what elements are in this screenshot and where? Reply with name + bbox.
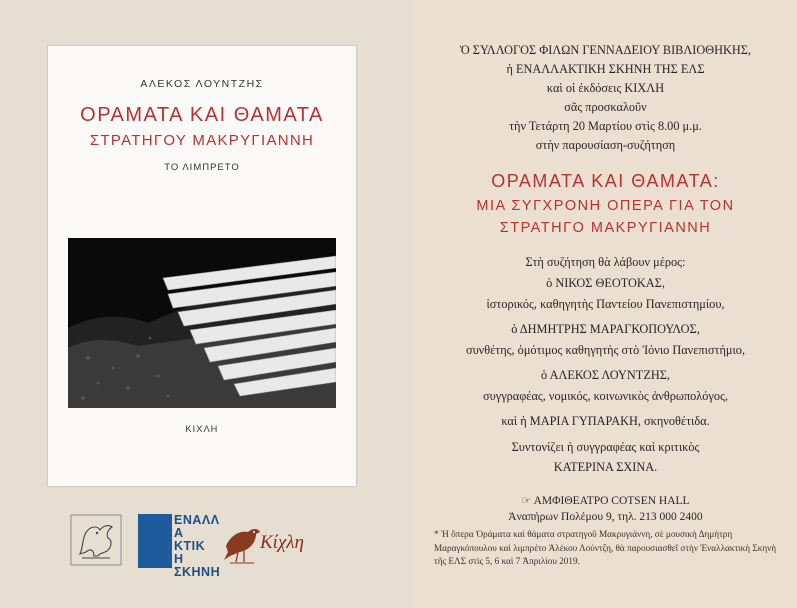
participant-role: συγγραφέας, νομικός, κοινωνικὸς ἀνθρωπολόγος, [483,389,728,403]
thrush-bird-icon [220,516,264,566]
participant-name: καὶ ἡ ΜΑΡΙΑ ΓΥΠΑΡΑΚΗ, σκηνοθέτιδα. [501,414,710,428]
venue-line [414,494,797,507]
book-title-line2: ΣΤΡΑΤΗΓΟΥ ΜΑΚΡΥΓΙΑΝΝΗ [89,132,315,149]
invite-line: ἡ ΕΝΑΛΛΑΚΤΙΚΗ ΣΚΗΝΗ ΤΗΣ ΕΛΣ [506,62,705,76]
kichli-logo [220,516,310,568]
headline-line2: ΜΙΑ ΣΥΓΧΡΟΝΗ ΟΠΕΡΑ ΓΙΑ ΤΟΝ [476,198,735,214]
participant-name: ὁ ΑΛΕΚΟΣ ΛΟΥΝΤΖΗΣ, [541,368,670,382]
book-author: ΑΛΕΚΟΣ ΛΟΥΝΤΖΗΣ [140,78,264,90]
ensk-line: Α [174,526,184,540]
moderator-intro: Συντονίζει ἡ συγγραφέας καὶ κριτικὸς [511,440,700,454]
griffin-logo-icon [70,514,122,566]
ensk-text [174,514,220,579]
ensk-line: Η [174,552,184,566]
invite-line: Ὁ ΣΥΛΛΟΓΟΣ ΦΙΛΩΝ ΓΕΝΝΑΔΕΙΟΥ ΒΙΒΛΙΟΘΗΚΗΣ, [459,43,752,57]
pointing-hand-icon: ☞ [521,494,532,507]
headline-line3: ΣΤΡΑΤΗΓΟ ΜΑΚΡΥΓΙΑΝΝΗ [499,220,712,236]
kichli-word-part2: χλη [277,532,304,553]
ensk-line: ΕΝΑΛΛ [174,513,220,527]
book-cover [48,46,356,486]
logos-row [70,512,380,579]
book-publisher: ΚΙΧΛΗ [185,424,219,434]
cover-photo [68,238,336,408]
kichli-wordmark [260,532,304,554]
ensk-blue-block [138,514,172,568]
venue-name: ΑΜΦΙΘΕΑΤΡΟ COTSEN HALL [533,495,690,507]
participant-role: συνθέτης, ὁμότιμος καθηγητὴς στὸ Ἰόνιο Πανεπιστήμιο, [465,343,746,357]
invite-line: σᾶς προσκαλοῦν [564,100,647,114]
invite-line: τὴν Τετάρτη 20 Μαρτίου στὶς 8.00 μ.μ. [509,119,702,133]
invite-line: καὶ οἱ ἐκδόσεις ΚΙΧΛΗ [546,81,665,95]
ensk-line: ΚΤΙΚ [174,539,206,553]
venue-address: Ἀναπήρων Πολέμου 9, τηλ. 213 000 2400 [508,511,703,523]
kichli-word-part1: Κί [260,532,278,553]
invite-line: στὴν παρουσίαση-συζήτηση [535,138,676,152]
headline-line1: ΟΡΑΜΑΤΑ ΚΑΙ ΘΑΜΑΤΑ: [491,171,720,191]
book-subtitle: ΤΟ ΛΙΜΠΡΕΤΟ [164,162,240,173]
participant-name: ὁ ΝΙΚΟΣ ΘΕΟΤΟΚΑΣ, [546,276,665,290]
moderator-name: ΚΑΤΕΡΙΝΑ ΣΧΙΝΑ. [553,460,658,474]
participant-role: ἱστορικός, καθηγητὴς Παντείου Πανεπιστημίου, [486,297,725,311]
book-title-line1: ΟΡΑΜΑΤΑ ΚΑΙ ΘΑΜΑΤΑ [80,104,324,126]
participant-name: ὁ ΔΗΜΗΤΡΗΣ ΜΑΡΑΓΚΟΠΟΥΛΟΣ, [511,322,700,336]
footnote: * Ἡ ὄπερα Ὁράματα καὶ θάματα στρατηγοῦ Μακρυγιάννη, σὲ μουσικὴ Δημήτρη Μαραγκόπουλου καὶ λιμπρέτο Ἀλέκου Λούντζη, θὰ παρουσιασθεῖ στὴν Ἐναλλακτικὴ Σκηνὴ τῆς ΕΛΣ στὶς 5, 6 καὶ 7 Ἀπριλίου 2019. [434,529,777,566]
participants-intro: Στὴ συζήτηση θὰ λάβουν μέρος: [525,255,686,269]
ensk-line: ΣΚΗΝΗ [174,565,221,579]
piano-keys-image [68,238,336,408]
